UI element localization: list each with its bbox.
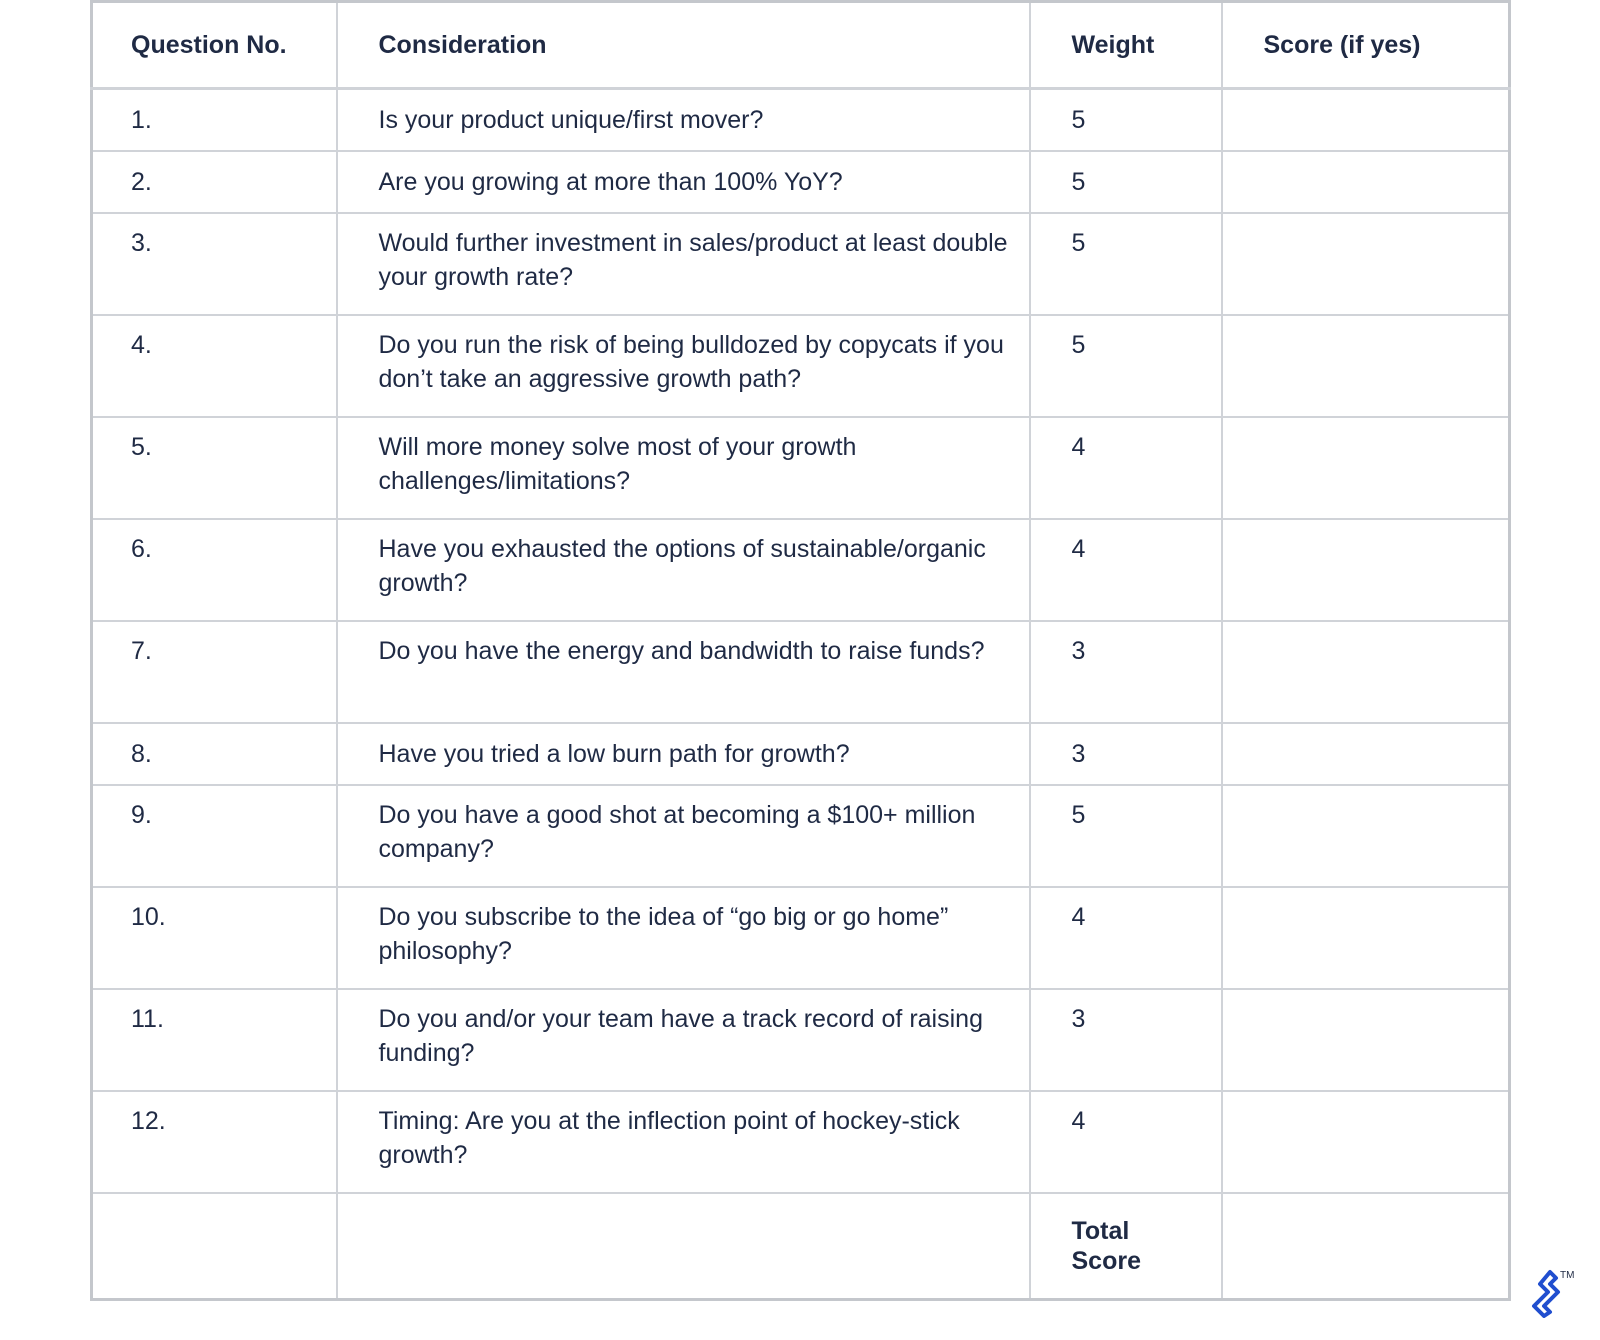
consideration-text: Will more money solve most of your growth challenges/limitations? bbox=[337, 417, 1030, 519]
scorecard-table bbox=[90, 0, 1511, 1301]
consideration-text: Do you subscribe to the idea of “go big or go home” philosophy? bbox=[337, 887, 1030, 989]
question-number: 12. bbox=[92, 1091, 337, 1193]
consideration-text: Do you have a good shot at becoming a $100+ million company? bbox=[337, 785, 1030, 887]
question-number: 11. bbox=[92, 989, 337, 1091]
score-cell[interactable] bbox=[1222, 519, 1510, 621]
toptal-logo-svg bbox=[1530, 1268, 1574, 1318]
header-row bbox=[92, 2, 1510, 89]
question-number: 2. bbox=[92, 151, 337, 213]
table-row bbox=[92, 417, 1510, 519]
weight-value: 5 bbox=[1030, 315, 1222, 417]
consideration-text: Is your product unique/first mover? bbox=[337, 89, 1030, 152]
total-empty-cell bbox=[337, 1193, 1030, 1300]
consideration-text: Are you growing at more than 100% YoY? bbox=[337, 151, 1030, 213]
question-number: 9. bbox=[92, 785, 337, 887]
weight-value: 4 bbox=[1030, 1091, 1222, 1193]
table-row bbox=[92, 621, 1510, 723]
weight-value: 3 bbox=[1030, 621, 1222, 723]
score-cell[interactable] bbox=[1222, 785, 1510, 887]
trademark-text: TM bbox=[1560, 1270, 1574, 1281]
score-cell[interactable] bbox=[1222, 989, 1510, 1091]
question-number: 8. bbox=[92, 723, 337, 785]
score-cell[interactable] bbox=[1222, 1091, 1510, 1193]
total-score-label: Total Score bbox=[1071, 1217, 1141, 1275]
header-consideration: Consideration bbox=[337, 2, 1030, 89]
table-row bbox=[92, 989, 1510, 1091]
consideration-text: Have you tried a low burn path for growth? bbox=[337, 723, 1030, 785]
weight-value: 5 bbox=[1030, 151, 1222, 213]
toptal-logo-icon bbox=[1530, 1268, 1574, 1318]
consideration-text: Do you run the risk of being bulldozed by copycats if you don’t take an aggressive growth path? bbox=[337, 315, 1030, 417]
score-cell[interactable] bbox=[1222, 151, 1510, 213]
table-row bbox=[92, 151, 1510, 213]
total-label-cell bbox=[1030, 1193, 1222, 1300]
score-cell[interactable] bbox=[1222, 315, 1510, 417]
toptal-logo-mark bbox=[1534, 1272, 1558, 1316]
header-score: Score (if yes) bbox=[1222, 2, 1510, 89]
consideration-text: Would further investment in sales/product at least double your growth rate? bbox=[337, 213, 1030, 315]
table-row bbox=[92, 1091, 1510, 1193]
score-cell[interactable] bbox=[1222, 89, 1510, 152]
table-row bbox=[92, 315, 1510, 417]
weight-value: 5 bbox=[1030, 213, 1222, 315]
question-number: 10. bbox=[92, 887, 337, 989]
consideration-text: Do you have the energy and bandwidth to raise funds? bbox=[337, 621, 1030, 723]
question-number: 3. bbox=[92, 213, 337, 315]
consideration-text: Timing: Are you at the inflection point of hockey-stick growth? bbox=[337, 1091, 1030, 1193]
weight-value: 4 bbox=[1030, 887, 1222, 989]
weight-value: 4 bbox=[1030, 417, 1222, 519]
table-row bbox=[92, 723, 1510, 785]
question-number: 1. bbox=[92, 89, 337, 152]
weight-value: 5 bbox=[1030, 785, 1222, 887]
score-cell[interactable] bbox=[1222, 621, 1510, 723]
consideration-text: Have you exhausted the options of sustainable/organic growth? bbox=[337, 519, 1030, 621]
weight-value: 3 bbox=[1030, 723, 1222, 785]
total-empty-cell bbox=[92, 1193, 337, 1300]
question-number: 6. bbox=[92, 519, 337, 621]
weight-value: 4 bbox=[1030, 519, 1222, 621]
table-row bbox=[92, 519, 1510, 621]
question-number: 7. bbox=[92, 621, 337, 723]
score-cell[interactable] bbox=[1222, 723, 1510, 785]
header-weight: Weight bbox=[1030, 2, 1222, 89]
score-cell[interactable] bbox=[1222, 213, 1510, 315]
score-cell[interactable] bbox=[1222, 417, 1510, 519]
table-row bbox=[92, 89, 1510, 152]
table-row bbox=[92, 213, 1510, 315]
table-row bbox=[92, 887, 1510, 989]
weight-value: 5 bbox=[1030, 89, 1222, 152]
weight-value: 3 bbox=[1030, 989, 1222, 1091]
question-number: 4. bbox=[92, 315, 337, 417]
total-row bbox=[92, 1193, 1510, 1300]
consideration-text: Do you and/or your team have a track record of raising funding? bbox=[337, 989, 1030, 1091]
score-cell[interactable] bbox=[1222, 887, 1510, 989]
total-score-cell[interactable] bbox=[1222, 1193, 1510, 1300]
table-row bbox=[92, 785, 1510, 887]
scorecard-sheet bbox=[90, 0, 1508, 1301]
header-question-no: Question No. bbox=[92, 2, 337, 89]
question-number: 5. bbox=[92, 417, 337, 519]
